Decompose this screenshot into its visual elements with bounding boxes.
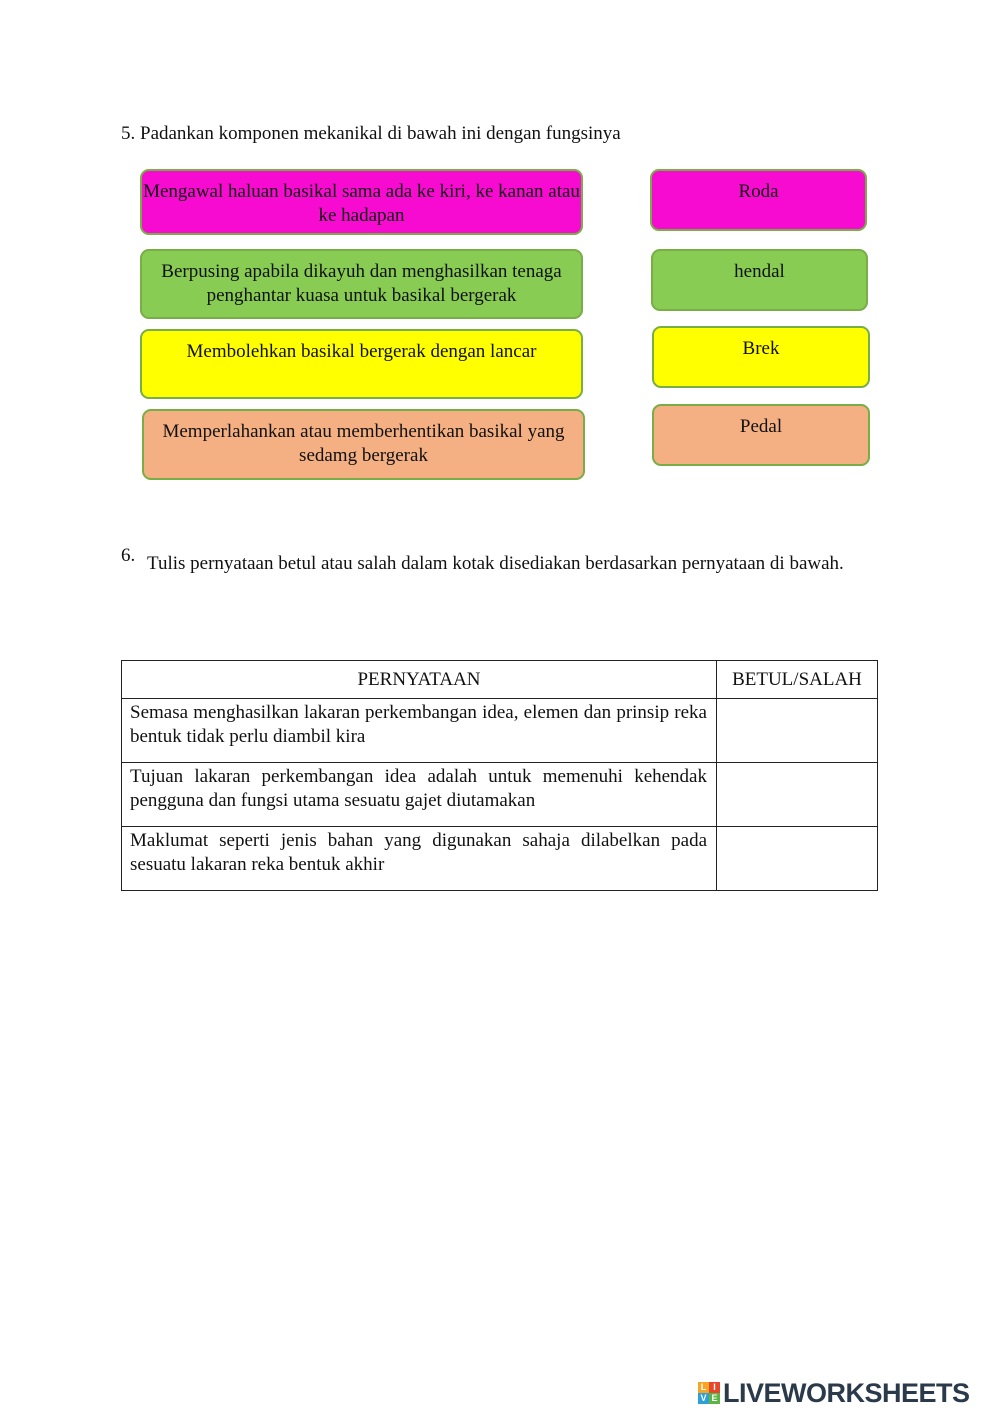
function-box-steering[interactable]: Mengawal haluan basikal sama ada ke kiri, ke kanan atau ke hadapan — [140, 169, 583, 235]
header-statement: PERNYATAAN — [122, 661, 717, 699]
logo-letter-v: V — [698, 1393, 709, 1404]
statement-text: Maklumat seperti jenis bahan yang digunakan sahaja dilabelkan pada sesuatu lakaran reka bentuk akhir — [122, 827, 717, 891]
logo-letter-i: I — [709, 1382, 720, 1393]
function-box-pedaling[interactable]: Berpusing apabila dikayuh dan menghasilkan tenaga penghantar kuasa untuk basikal bergerak — [140, 249, 583, 319]
logo-letter-l: L — [698, 1382, 709, 1393]
function-box-braking[interactable]: Memperlahankan atau memberhentikan basikal yang sedamg bergerak — [142, 409, 585, 480]
component-box-roda[interactable]: Roda — [650, 169, 867, 231]
answer-cell[interactable] — [717, 763, 878, 827]
statement-text: Tujuan lakaran perkembangan idea adalah untuk memenuhi kehendak pengguna dan fungsi utama sesuatu gajet diutamakan — [122, 763, 717, 827]
component-box-brek[interactable]: Brek — [652, 326, 870, 388]
statement-text: Semasa menghasilkan lakaran perkembangan idea, elemen dan prinsip reka bentuk tidak perlu diambil kira — [122, 699, 717, 763]
logo-letter-e: E — [709, 1393, 720, 1404]
component-box-hendal[interactable]: hendal — [651, 249, 868, 311]
table-header-row — [122, 661, 878, 699]
liveworksheets-logo-icon — [698, 1382, 720, 1404]
table-row — [122, 827, 878, 891]
statement-table — [121, 660, 878, 891]
table-row — [122, 699, 878, 763]
answer-cell[interactable] — [717, 827, 878, 891]
question-6-number: 6. — [121, 545, 136, 566]
liveworksheets-brand — [698, 1378, 970, 1408]
brand-name: LIVEWORKSHEETS — [723, 1377, 970, 1408]
function-box-smooth-movement[interactable]: Membolehkan basikal bergerak dengan lancar — [140, 329, 583, 399]
question-5-title: 5. Padankan komponen mekanikal di bawah ini dengan fungsinya — [121, 123, 621, 144]
header-true-false: BETUL/SALAH — [717, 661, 878, 699]
table-row — [122, 763, 878, 827]
question-6-instruction: Tulis pernyataan betul atau salah dalam kotak disediakan berdasarkan pernyataan di bawah. — [147, 553, 844, 574]
answer-cell[interactable] — [717, 699, 878, 763]
component-box-pedal[interactable]: Pedal — [652, 404, 870, 466]
